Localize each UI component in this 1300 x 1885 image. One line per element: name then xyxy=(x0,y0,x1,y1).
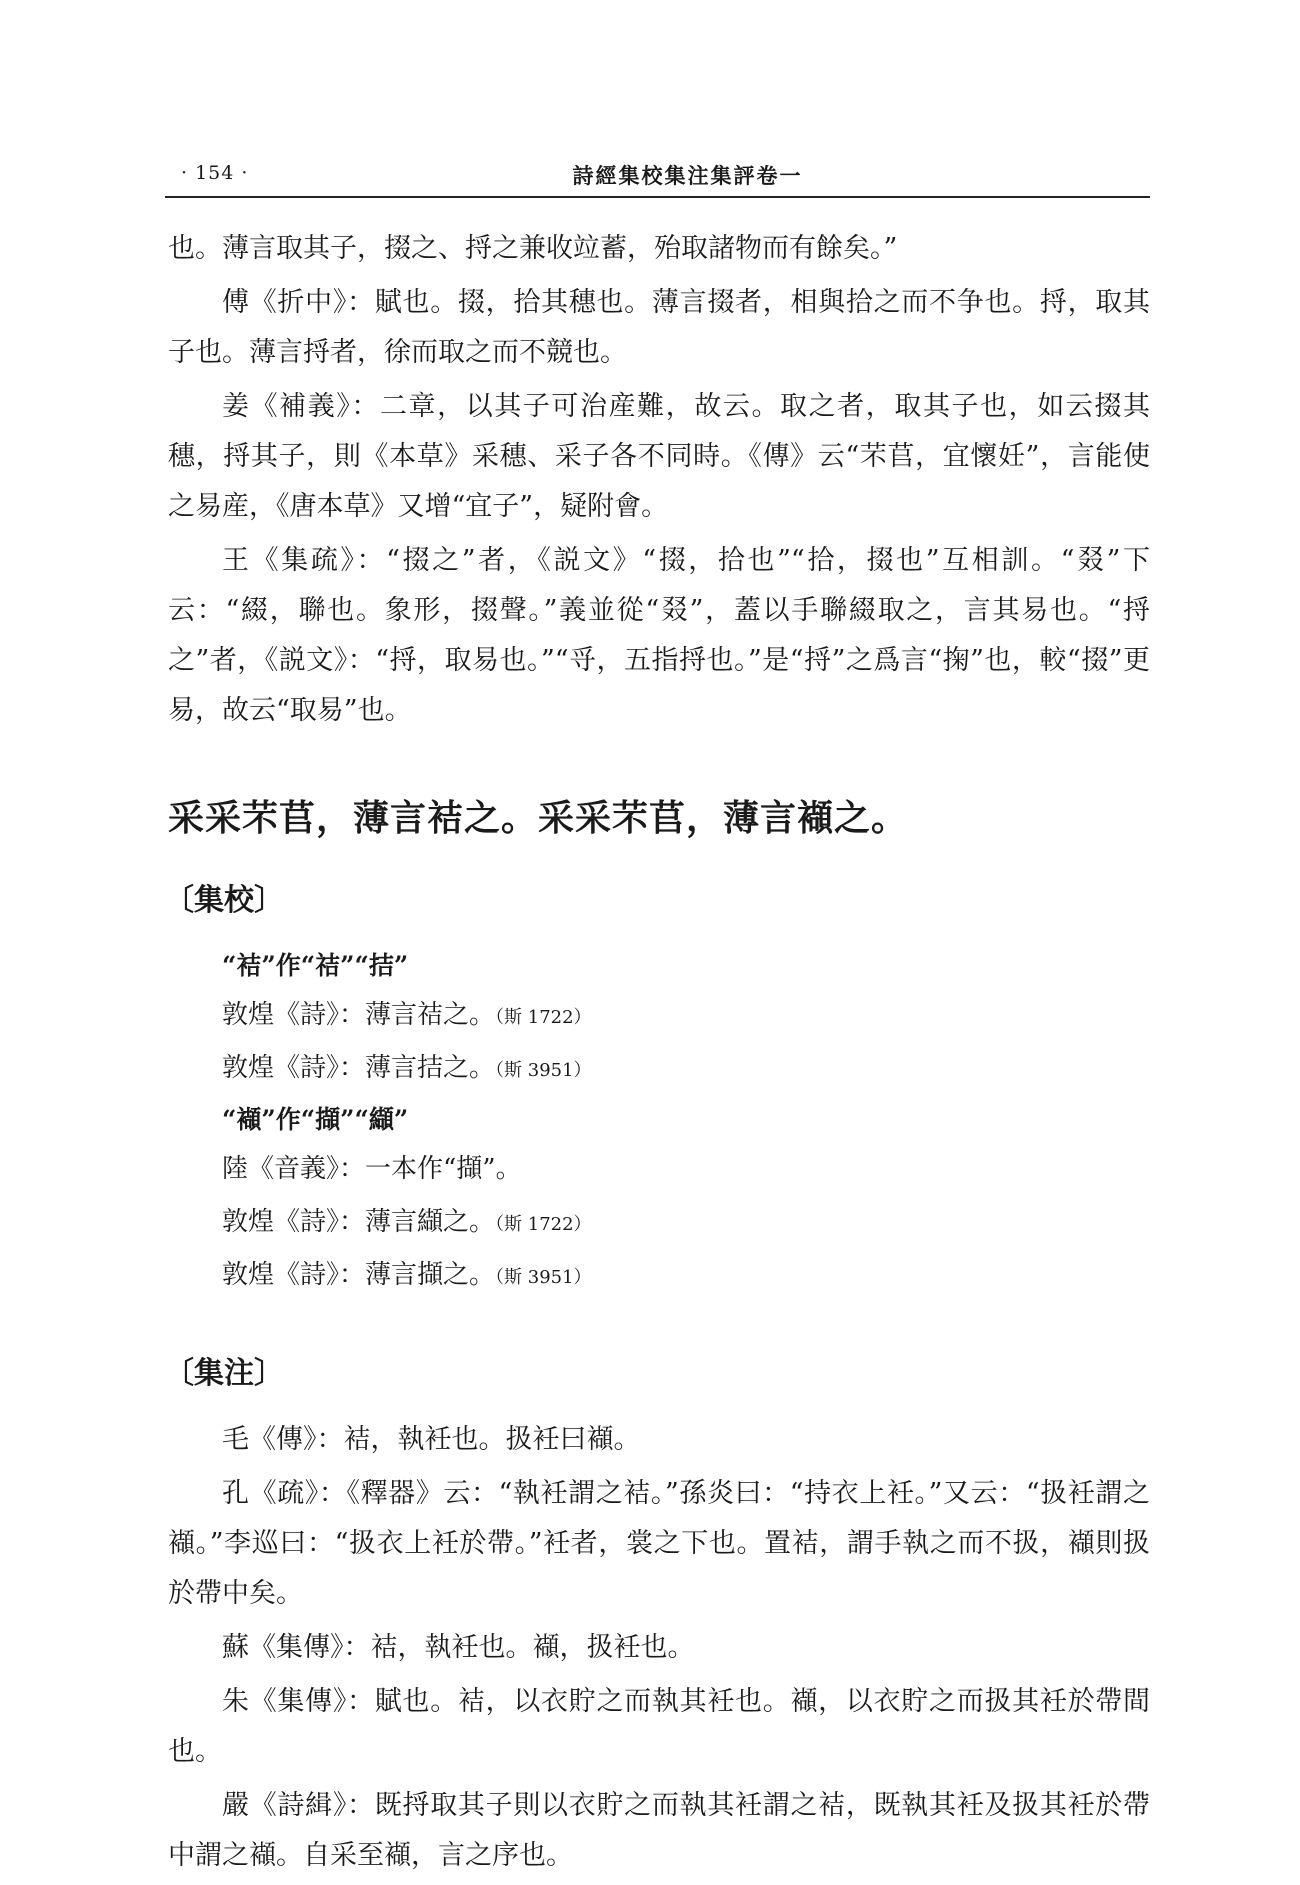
variant-text: 敦煌《詩》：薄言祮之。 xyxy=(222,1000,496,1030)
variant-group-title: “襭”作“擷”“纈” xyxy=(222,1105,409,1134)
variant-text: 敦煌《詩》：薄言擷之。 xyxy=(222,1260,496,1290)
section-title-collation: 〔集校〕 xyxy=(164,883,284,918)
section-title-annotation: 〔集注〕 xyxy=(164,1356,284,1391)
variant-line xyxy=(222,1144,1150,1197)
variant-group xyxy=(222,942,1150,1303)
variant-source: （斯 3951） xyxy=(495,1060,592,1081)
header-rule xyxy=(165,196,1150,198)
variant-text: 敦煌《詩》：薄言纈之。 xyxy=(222,1207,496,1237)
page-number: · 154 · xyxy=(181,162,249,184)
variant-line xyxy=(222,990,1150,1043)
paragraph: 毛《傳》：袺，執衽也。扱衽曰襭。 xyxy=(222,1424,641,1455)
variant-source: （斯 1722） xyxy=(495,1214,592,1235)
paragraph: 王《集疏》：“掇之”者，《説文》“掇，拾也”“拾，掇也”互相訓。“叕”下云：“綴，聯也。象形，掇聲。”義並從“叕”，蓋以手聯綴取之，言其易也。“捋之”者，《説文》：“捋，取易也。”“寽，五指捋也。”是“捋”之爲言“掬”也，較“掇”更易，故云“取易”也。 xyxy=(168,545,1150,726)
variant-text: 敦煌《詩》：薄言拮之。 xyxy=(222,1053,496,1083)
page-header xyxy=(165,156,1150,196)
page-body xyxy=(164,224,1150,1885)
paragraph: 孔《疏》：《釋器》云：“執衽謂之袺。”孫炎曰：“持衣上衽。”又云：“扱衽謂之襭。”李巡曰：“扱衣上衽於帶。”衽者，裳之下也。置袺，謂手執之而不扱，襭則扱於帶中矣。 xyxy=(168,1478,1150,1609)
variant-text: 陸《音義》：一本作“擷”。 xyxy=(222,1154,522,1184)
paragraph: 也。薄言取其子，掇之、捋之兼收竝蓄，殆取諸物而有餘矣。” xyxy=(168,233,898,264)
variant-group-title: “袺”作“祮”“拮” xyxy=(222,951,409,980)
paragraph: 傅《折中》：賦也。掇，拾其穗也。薄言掇者，相與拾之而不争也。捋，取其子也。薄言捋者，徐而取之而不競也。 xyxy=(168,287,1150,368)
spacer xyxy=(168,1313,1150,1341)
variant-line xyxy=(222,1250,1150,1303)
variant-source: （斯 3951） xyxy=(495,1267,592,1288)
paragraph: 朱《集傳》：賦也。袺，以衣貯之而執其衽也。襭，以衣貯之而扱其衽於帶間也。 xyxy=(168,1686,1150,1767)
verse-heading: 采采芣苢，薄言袺之。采采芣苢，薄言襭之。 xyxy=(168,797,909,839)
running-title: 詩經集校集注集評卷一 xyxy=(572,163,803,188)
paragraph: 姜《補義》：二章，以其子可治産難，故云。取之者，取其子也，如云掇其穗，捋其子，則《本草》采穗、采子各不同時。《傳》云“芣苢，宜懷妊”，言能使之易産，《唐本草》又增“宜子”，疑附會。 xyxy=(168,391,1150,522)
paragraph: 蘇《集傳》：袺，執衽也。襭，扱衽也。 xyxy=(222,1632,695,1663)
variant-line xyxy=(222,1043,1150,1096)
variant-line xyxy=(222,1197,1150,1250)
paragraph: 嚴《詩緝》：既捋取其子則以衣貯之而執其衽謂之袺，既執其衽及扱其衽於帶中謂之襭。自采至襭，言之序也。 xyxy=(168,1790,1150,1871)
variant-source: （斯 1722） xyxy=(495,1007,592,1028)
